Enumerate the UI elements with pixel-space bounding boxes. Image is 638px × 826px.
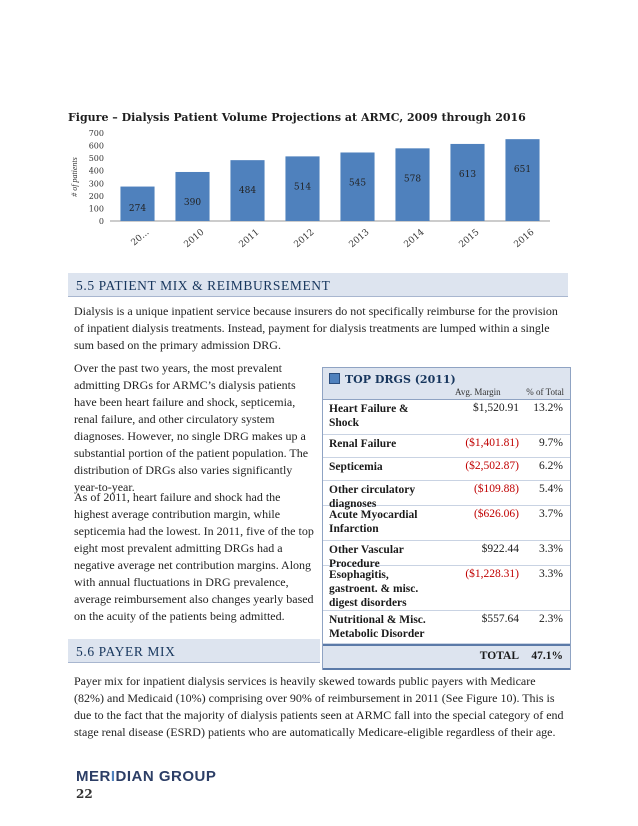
x-tick-label: 2010	[182, 227, 207, 251]
x-tick-label: 2016	[512, 227, 537, 251]
pct-total-header: % of Total	[526, 387, 564, 397]
drg-pct-total: 3.7%	[539, 508, 563, 520]
drg-row	[323, 541, 570, 570]
bar-value-label: 484	[238, 186, 257, 197]
payer-mix-paragraph: Payer mix for inpatient dialysis services is heavily skewed towards public payers with Medicare (82%) and Medicaid (10%) comprising over 90% of reimbursement in 2011 (See Figure 10). This is due to the fact that the majority of dialysis patients seen at ARMC fall into the special category of end stage renal disease (ESRD) patients who are automatically Medicare-eligible regardless of their age.	[74, 674, 564, 739]
drg-name: Nutritional & Misc. Metabolic Disorder	[329, 614, 426, 640]
total-label: TOTAL	[479, 650, 519, 662]
drg-avg-margin: ($109.88)	[473, 483, 519, 495]
bar	[395, 148, 429, 221]
top-drgs-table	[322, 367, 571, 670]
y-tick-label: 0	[98, 217, 104, 226]
drg-name: Esophagitis, gastroent. & misc. digest disorders	[329, 569, 419, 609]
x-tick-label: 2014	[402, 227, 427, 251]
drg-pct-total: 9.7%	[539, 437, 563, 449]
drg-row	[323, 506, 570, 541]
x-tick-label: 2015	[457, 227, 482, 251]
drg-prevalence-paragraph: Over the past two years, the most prevalent admitting DRGs for ARMC’s dialysis patients have been heart failure and shock, septicemia, renal failure, and other circulatory system diagnoses. However, no single DRG makes up a substantial portion of the patient population. The distribution of DRGs also varies significantly year-to-year.	[74, 361, 309, 494]
drg-pct-total: 3.3%	[539, 568, 563, 580]
drg-table-header	[323, 368, 570, 400]
drg-row	[323, 481, 570, 510]
bar	[450, 144, 484, 221]
drg-pct-total: 3.3%	[539, 543, 563, 555]
patient-volume-chart	[60, 124, 560, 269]
drg-table-title-text: TOP DRGS (2011)	[345, 373, 456, 386]
drg-name: Heart Failure & Shock	[329, 403, 409, 429]
contribution-margin-paragraph: As of 2011, heart failure and shock had the highest average contribution margin, while septicemia had the lowest. In 2011, five of the top eight most prevalent admitting DRGs had a negative average net contribution margins. Along with annual fluctuations in DRG prevalence, average reimbursement also changes yearly based on the acuity of the patients being admitted.	[74, 490, 314, 623]
avg-margin-header: Avg. Margin	[455, 387, 501, 397]
drg-table-body	[323, 400, 570, 644]
y-tick-label: 200	[88, 191, 104, 201]
drg-avg-margin: ($1,228.31)	[465, 568, 519, 580]
drg-avg-margin: ($626.06)	[473, 508, 519, 520]
drg-table-title	[329, 373, 456, 386]
drg-name: Septicemia	[329, 461, 383, 473]
figure-caption: Figure – Dialysis Patient Volume Projections at ARMC, 2009 through 2016	[68, 111, 526, 124]
y-tick-label: 600	[88, 141, 104, 151]
drg-name: Other circulatory diagnoses	[329, 484, 416, 510]
y-axis-label: # of patients	[70, 157, 79, 197]
section-title-payer-mix: 5.6 PAYER MIX	[68, 639, 320, 663]
total-value: 47.1%	[531, 650, 563, 662]
drg-avg-margin: $922.44	[481, 543, 519, 555]
bar-value-label: 545	[348, 178, 367, 189]
x-tick-label: 2012	[292, 227, 317, 251]
drg-row	[323, 611, 570, 644]
bar-value-label: 514	[293, 182, 312, 193]
drg-row	[323, 435, 570, 458]
y-tick-label: 100	[88, 204, 104, 214]
drg-name: Acute Myocardial Infarction	[329, 509, 418, 535]
bar-value-label: 651	[513, 165, 532, 176]
drg-name: Renal Failure	[329, 438, 397, 450]
drg-total-row	[323, 644, 570, 670]
y-tick-label: 700	[88, 129, 104, 138]
drg-row	[323, 400, 570, 435]
y-tick-label: 400	[88, 166, 104, 176]
y-tick-label: 300	[88, 179, 104, 189]
logo-i-mark: I	[110, 768, 116, 785]
bar-value-label: 613	[458, 169, 477, 180]
drg-avg-margin: ($2,502.87)	[465, 460, 519, 472]
drg-avg-margin: ($1,401.81)	[465, 437, 519, 449]
bar-value-label: 274	[128, 204, 147, 214]
drg-pct-total: 5.4%	[539, 483, 563, 495]
bar	[505, 139, 539, 221]
drg-name: Other Vascular Procedure	[329, 544, 404, 570]
drg-row	[323, 458, 570, 481]
x-tick-label: 2013	[347, 227, 372, 251]
drg-pct-total: 6.2%	[539, 460, 563, 472]
drg-pct-total: 13.2%	[533, 402, 563, 414]
page-number: 22	[76, 787, 93, 801]
drg-row	[323, 566, 570, 611]
logo-text-1: MER	[76, 768, 111, 785]
bar-value-label: 390	[183, 197, 202, 208]
section-title-patient-mix: 5.5 PATIENT MIX & REIMBURSEMENT	[68, 273, 568, 297]
x-tick-label: 2011	[237, 227, 262, 251]
bar-value-label: 578	[403, 174, 422, 185]
drg-avg-margin: $1,520.91	[473, 402, 519, 414]
drg-pct-total: 2.3%	[539, 613, 563, 625]
logo-text-2: DIAN GROUP	[115, 768, 217, 785]
y-tick-label: 500	[88, 154, 104, 164]
legend-square-icon	[329, 373, 340, 384]
intro-paragraph: Dialysis is a unique inpatient service because insurers do not specifically reimburse for the provision of inpatient dialysis treatments. Instead, payment for dialysis treatments are lumped within a single sum based on the primary admission DRG.	[74, 304, 558, 352]
meridian-group-logo	[76, 768, 216, 785]
drg-avg-margin: $557.64	[481, 613, 519, 625]
bar	[175, 172, 209, 221]
x-tick-label: 20...	[129, 227, 152, 249]
